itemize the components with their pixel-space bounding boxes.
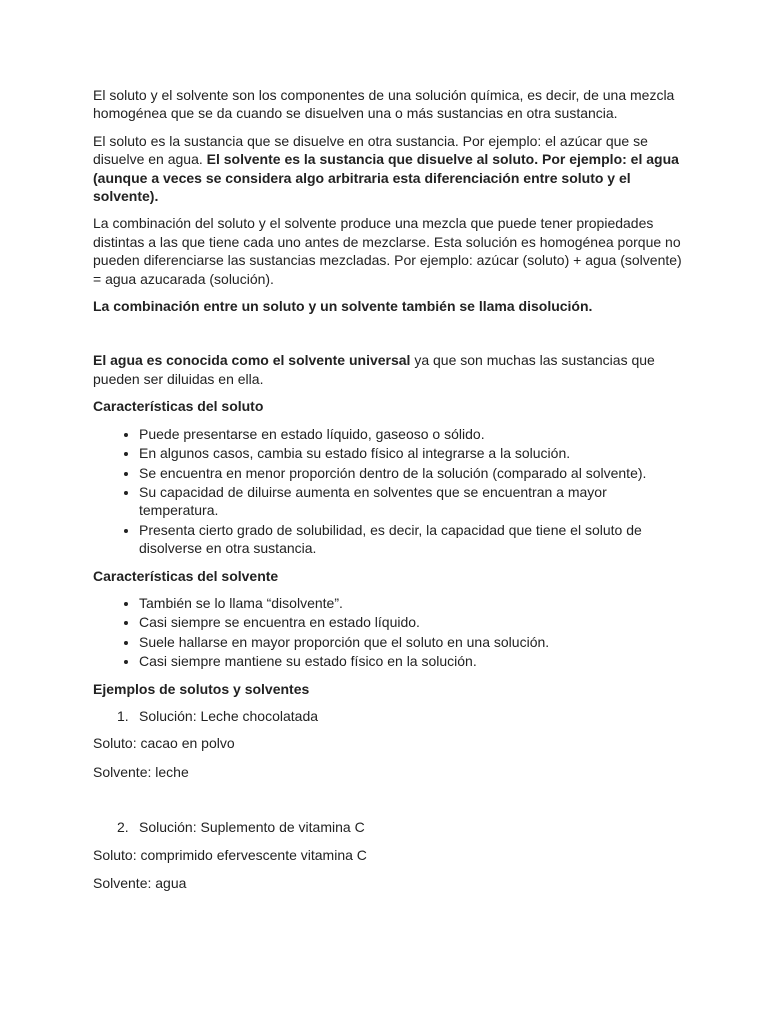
blank-line <box>93 324 683 351</box>
solvente-list <box>93 594 683 671</box>
list-number: 1. <box>117 707 129 724</box>
soluto-list-item: • En algunos casos, cambia su estado físico al integrarse a la solución. <box>139 444 683 462</box>
soluto-list-item: • Su capacidad de diluirse aumenta en solventes que se encuentran a mayor temperatura. <box>139 483 683 520</box>
list-number: 2. <box>117 819 129 836</box>
blank-line <box>93 791 683 818</box>
soluto-definition-paragraph <box>93 132 683 206</box>
ejemplo-soluto-line: Soluto: cacao en polvo <box>93 735 235 752</box>
document-body <box>93 86 683 902</box>
soluto-heading: Características del soluto <box>93 398 264 415</box>
ejemplos-heading: Ejemplos de solutos y solventes <box>93 680 310 697</box>
ejemplo-list-1 <box>93 707 683 725</box>
solvente-definition-text: El solvente es la sustancia que disuelve al soluto. Por ejemplo: el agua (aunque a veces se considera algo arbitraria esta diferenciación entre soluto y el solvente). <box>93 151 679 205</box>
ejemplo-soluto-line: Soluto: comprimido efervescente vitamina C <box>93 846 367 863</box>
solvente-list-item: • Suele hallarse en mayor proporción que el soluto en una solución. <box>139 633 683 651</box>
soluto-list-item: • Puede presentarse en estado líquido, gaseoso o sólido. <box>139 425 683 443</box>
solvente-list-item: • También se lo llama “disolvente”. <box>139 594 683 612</box>
ejemplo-solvente-line: Solvente: agua <box>93 875 187 891</box>
soluto-definition-text: El soluto es la sustancia que se disuelve en otra sustancia. Por ejemplo: el azúcar que se disuelve en agua. <box>93 132 648 168</box>
ejemplo-list-2 <box>93 818 683 836</box>
ejemplo-solucion-item <box>117 707 683 725</box>
solvente-heading: Características del solvente <box>93 567 279 584</box>
universal-solvent-text: ya que son muchas las sustancias que pueden ser diluidas en ella. <box>93 352 655 387</box>
soluto-list-item: • Presenta cierto grado de solubilidad, es decir, la capacidad que tiene el soluto de disolverse en otra sustancia. <box>139 521 683 558</box>
universal-solvent-paragraph <box>93 351 683 388</box>
solvente-list-item: • Casi siempre se encuentra en estado líquido. <box>139 613 683 631</box>
ejemplo-solvente-line: Solvente: leche <box>93 763 189 780</box>
disolucion-paragraph: La combinación entre un soluto y un solvente también se llama disolución. <box>93 298 593 315</box>
ejemplo-solucion-text: Solución: Suplemento de vitamina C <box>139 819 365 836</box>
soluto-list-item: • Se encuentra en menor proporción dentro de la solución (comparado al solvente). <box>139 464 683 482</box>
intro-paragraph: El soluto y el solvente son los componentes de una solución química, es decir, de una mezcla homogénea que se da cuando se disuelven una o más sustancias en otra sustancia. <box>93 87 675 122</box>
universal-solvent-bold-text: El agua es conocida como el solvente universal <box>93 352 411 369</box>
ejemplo-solucion-text: Solución: Leche chocolatada <box>139 707 319 724</box>
ejemplo-solucion-item <box>117 818 683 836</box>
combination-paragraph: La combinación del soluto y el solvente produce una mezcla que puede tener propiedades distintas a las que tiene cada uno antes de mezclarse. Esta solución es homogénea porque no pueden diferenciarse las sustancias mezcladas. Por ejemplo: azúcar (soluto) + agua (solvente) = agua azucarada (solución). <box>93 215 682 287</box>
soluto-list <box>93 425 683 558</box>
solvente-list-item: • Casi siempre mantiene su estado físico en la solución. <box>139 652 683 670</box>
